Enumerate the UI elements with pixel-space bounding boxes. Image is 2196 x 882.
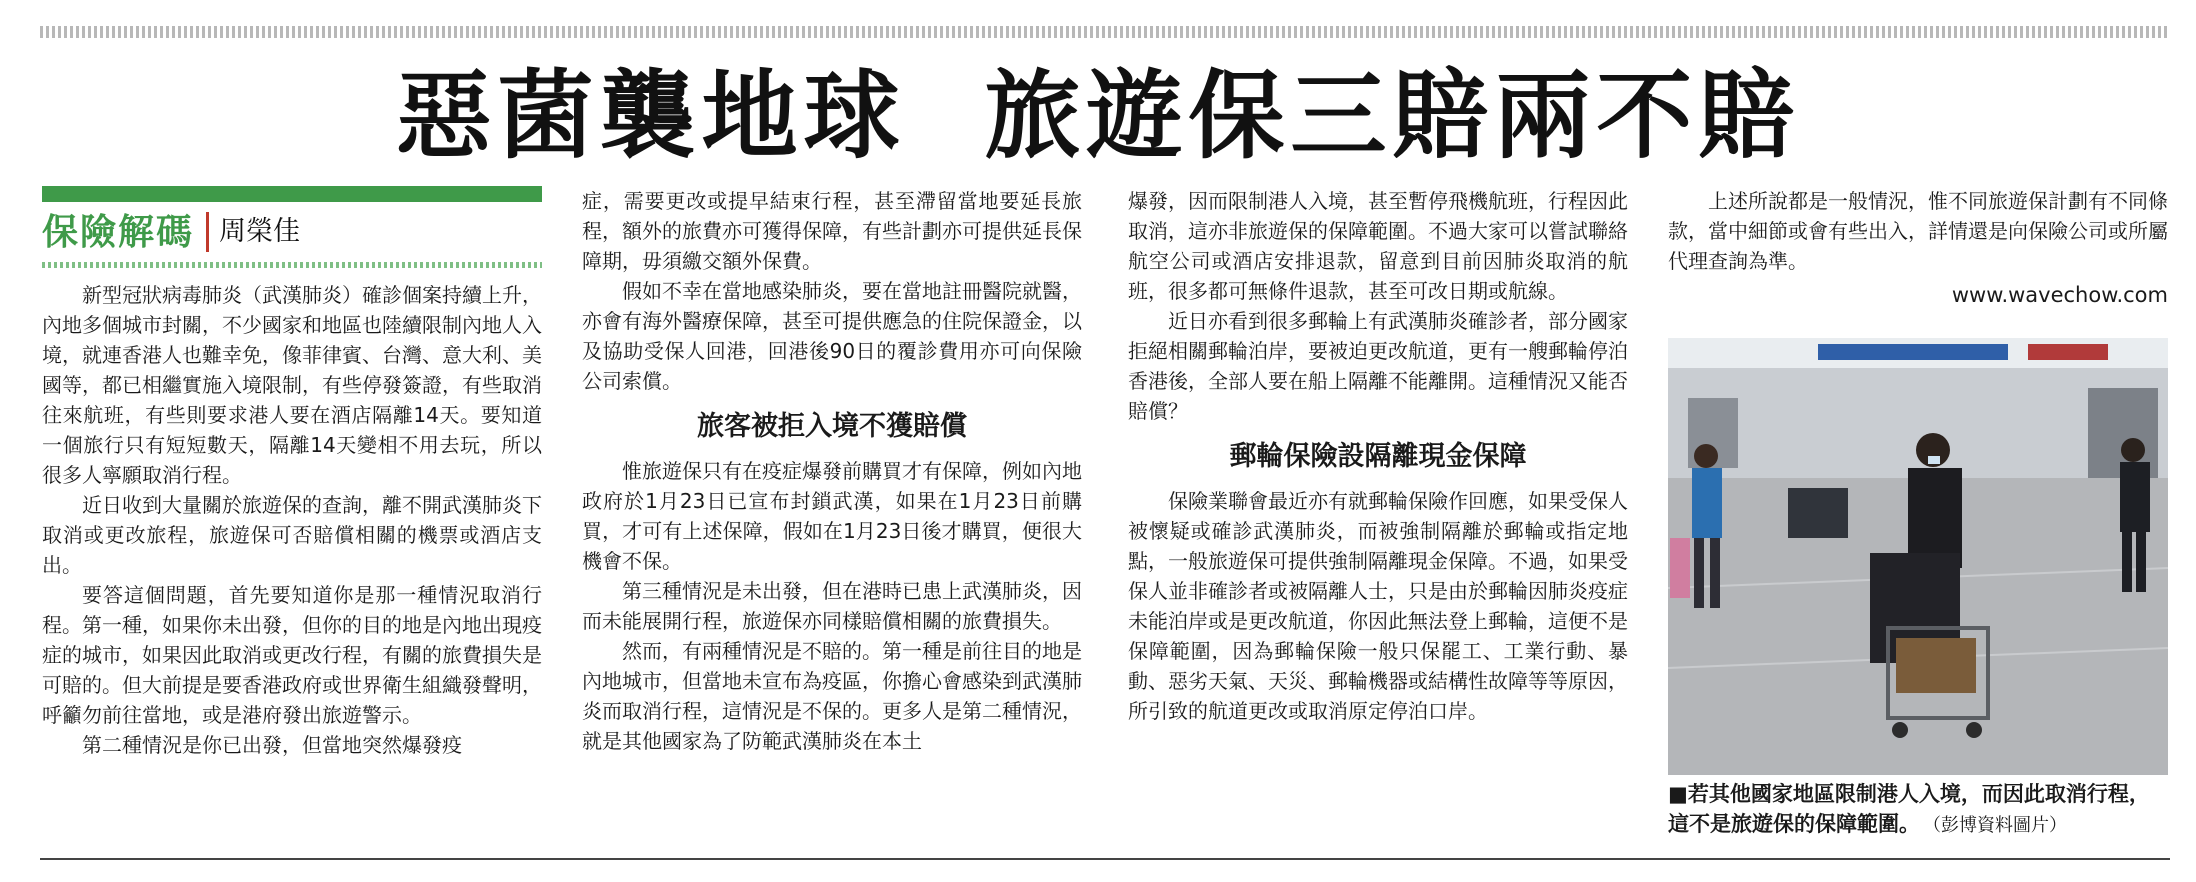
photo-caption — [1668, 779, 2168, 841]
top-dotted-rule — [40, 26, 2170, 38]
column-name: 保險解碼 — [42, 211, 195, 253]
paragraph: 第二種情況是你已出發，但當地突然爆發疫 — [82, 733, 462, 757]
website: www.wavechow.com — [1951, 283, 2168, 307]
article-column-1 — [42, 186, 542, 760]
paragraph: 假如不幸在當地感染肺炎，要在當地註冊醫院就醫，亦會有海外醫療保障，甚至可提供應急的住院保證金，以及協助受保人回港，回港後90日的覆診費用亦可向保險公司索償。 — [582, 279, 1082, 393]
airport-photo — [1668, 338, 2168, 775]
airport-photo-illustration — [1668, 338, 2168, 775]
column-brand — [42, 206, 542, 258]
subheading: 旅客被拒入境不獲賠償 — [697, 411, 967, 442]
photo-credit: （彭博資料圖片） — [1932, 815, 2067, 836]
column-brand-bar — [42, 186, 542, 202]
article-column-4 — [1668, 186, 2168, 841]
paragraph: 第三種情況是未出發，但在港時已患上武漢肺炎，因而未能展開行程，旅遊保亦同樣賠償相關的旅費損失。 — [582, 579, 1082, 633]
paragraph: 近日收到大量關於旅遊保的查詢，離不開武漢肺炎下取消或更改旅程，旅遊保可否賠償相關的機票或酒店支出。 — [42, 493, 542, 577]
paragraph: 近日亦看到很多郵輪上有武漢肺炎確診者，部分國家拒絕相關郵輪泊岸，要被迫更改航道，更有一艘郵輪停泊香港後，全部人要在船上隔離不能離開。這種情況又能否賠償？ — [1128, 309, 1628, 423]
paragraph: 新型冠狀病毒肺炎（武漢肺炎）確診個案持續上升，內地多個城市封關，不少國家和地區也陸續限制內地人入境，就連香港人也難幸免，像菲律賓、台灣、意大利、美國等，都已相繼實施入境限制，有些停發簽證，有些取消往來航班，有些則要求港人要在酒店隔離14天。要知道一個旅行只有短短數天，隔離14天變相不用去玩，所以很多人寧願取消行程。 — [42, 283, 542, 487]
column-brand-underline — [42, 262, 542, 268]
paragraph: 要答這個問題，首先要知道你是那一種情況取消行程。第一種，如果你未出發，但你的目的地是內地出現疫症的城市，如果因此取消或更改行程，有關的旅費損失是可賠的。但大前提是要香港政府或世界衛生組織發聲明，呼籲勿前往當地，或是港府發出旅遊警示。 — [42, 583, 542, 727]
paragraph: 症，需要更改或提早結束行程，甚至滯留當地要延長旅程，額外的旅費亦可獲得保障，有些計劃亦可提供延長保障期，毋須繳交額外保費。 — [582, 189, 1082, 273]
caption-text: ■若其他國家地區限制港人入境，而因此取消行程，這不是旅遊保的保障範圍。 — [1668, 782, 2150, 836]
column-author: 周榮佳 — [219, 216, 301, 247]
paragraph: 爆發，因而限制港人入境，甚至暫停飛機航班，行程因此取消，這亦非旅遊保的保障範圍。不過大家可以嘗試聯絡航空公司或酒店安排退款，留意到目前因肺炎取消的航班，很多都可無條件退款，甚至可改日期或航線。 — [1128, 189, 1628, 303]
paragraph: 上述所說都是一般情況，惟不同旅遊保計劃有不同條款，當中細節或會有些出入，詳情還是向保險公司或所屬代理查詢為準。 — [1668, 189, 2168, 273]
paragraph: 然而，有兩種情況是不賠的。第一種是前往目的地是內地城市，但當地未宣布為疫區，你擔心會感染到武漢肺炎而取消行程，這情況是不保的。更多人是第二種情況，就是其他國家為了防範武漢肺炎在本土 — [582, 639, 1082, 753]
article-column-3 — [1128, 186, 1628, 726]
headline: 惡菌襲地球 旅遊保三賠兩不賠 — [395, 59, 1801, 172]
paragraph: 保險業聯會最近亦有就郵輪保險作回應，如果受保人被懷疑或確診武漢肺炎，而被強制隔離於郵輪或指定地點，一般旅遊保可提供強制隔離現金保障。不過，如果受保人並非確診者或被隔離人士，只是由於郵輪因肺炎疫症未能泊岸或是更改航道，你因此無法登上郵輪，這便不是保障範圍，因為郵輪保險一般只保罷工、工業行動、暴動、惡劣天氣、天災、郵輪機器或結構性故障等等原因，所引致的航道更改或取消原定停泊口岸。 — [1128, 489, 1628, 723]
column-divider — [206, 212, 209, 252]
subheading: 郵輪保險設隔離現金保障 — [1229, 441, 1527, 472]
bottom-rule — [40, 858, 2170, 860]
paragraph: 惟旅遊保只有在疫症爆發前購買才有保障，例如內地政府於1月23日已宣布封鎖武漢，如果在1月23日前購買，才可有上述保障，假如在1月23日後才購買，便很大機會不保。 — [582, 459, 1082, 573]
article-column-2 — [582, 186, 1082, 756]
